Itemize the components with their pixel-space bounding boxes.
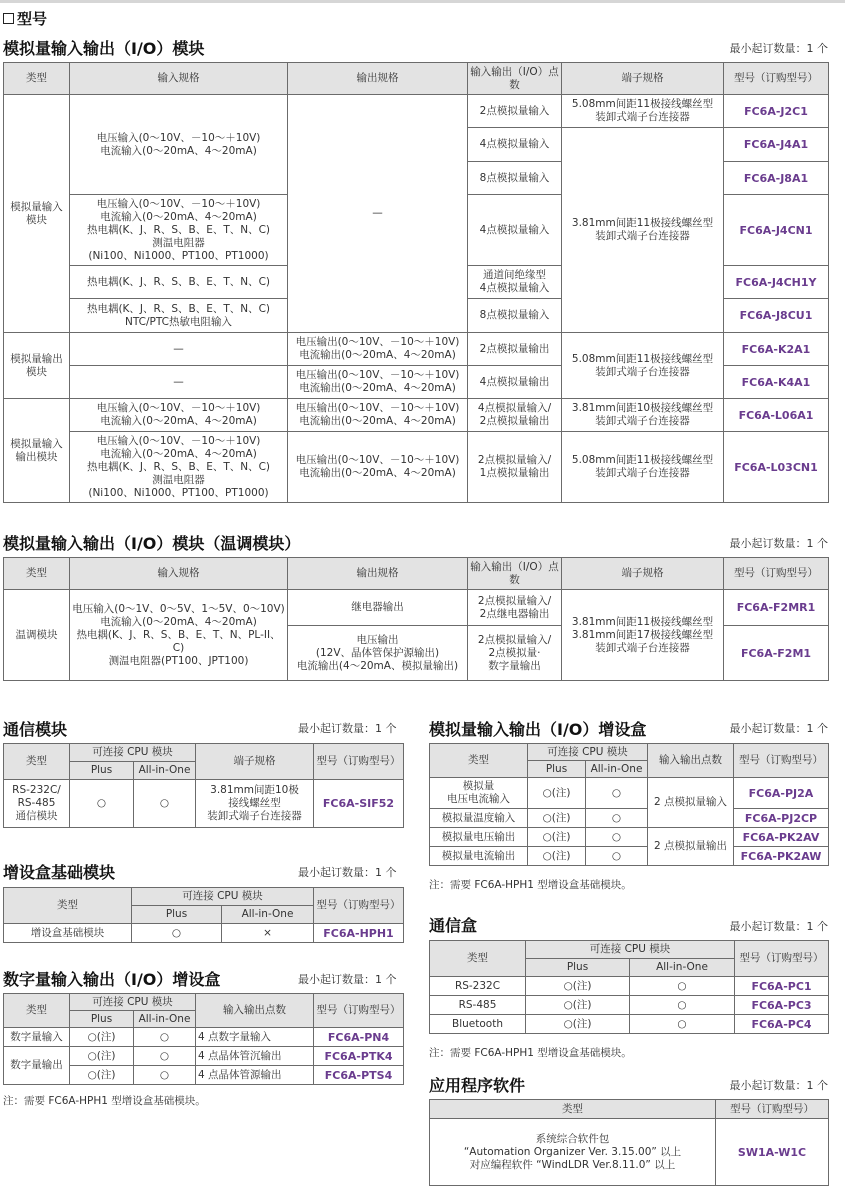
type-cell: RS-485	[430, 996, 526, 1015]
comm-module-table	[3, 743, 404, 828]
min-order-qty: 最小起订数量：1 个	[298, 866, 397, 879]
io-points: 2 点模拟量输出	[648, 828, 734, 866]
section-title-analog-cartridge: 模拟量输入输出（I/O）增设盒	[429, 720, 647, 739]
part-number: FC6A-J4CN1	[724, 195, 829, 266]
part-number: FC6A-L06A1	[724, 399, 829, 432]
col-header: Plus	[528, 761, 586, 778]
compat-all-in-one: ×	[222, 924, 314, 943]
io-points: 4 点晶体管沉输出	[196, 1047, 314, 1066]
output-spec: 电压输出 (12V、晶体管保护源输出) 电流输出(4～20mA、模拟量输出)	[288, 626, 468, 681]
compat-plus: ○(注)	[528, 828, 586, 847]
col-header: 输入输出点数	[196, 994, 314, 1028]
min-order-qty: 最小起订数量：1 个	[729, 537, 828, 550]
col-header: All-in-One	[134, 762, 196, 780]
section-title-comm-module: 通信模块	[3, 720, 68, 739]
compat-plus: ○(注)	[528, 778, 586, 809]
footnote: 注：需要 FC6A-HPH1 型增设盒基础模块。	[429, 1047, 632, 1059]
min-order-qty: 最小起订数量：1 个	[729, 920, 828, 933]
col-header: 类型	[4, 63, 70, 95]
io-points: 4 点晶体管源输出	[196, 1066, 314, 1085]
col-header: 可连接 CPU 模块	[70, 744, 196, 762]
compat-all-in-one: ○	[586, 847, 648, 866]
col-header: 可连接 CPU 模块	[526, 941, 735, 959]
input-spec: —	[70, 366, 288, 399]
col-header: Plus	[132, 906, 222, 924]
part-number: FC6A-J8A1	[724, 162, 829, 195]
io-points: 4点模拟量输入	[468, 128, 562, 162]
io-points: 通道间绝缘型 4点模拟量输入	[468, 266, 562, 299]
col-header: 类型	[4, 558, 70, 590]
type-cell: 数字量输出	[4, 1047, 70, 1085]
part-number: FC6A-PC3	[735, 996, 829, 1015]
io-points: 4点模拟量输入	[468, 195, 562, 266]
col-header: 型号（订购型号）	[724, 63, 829, 95]
compat-plus: ○(注)	[70, 1047, 134, 1066]
checkbox-square-icon	[3, 13, 14, 24]
io-points: 4点模拟量输出	[468, 366, 562, 399]
col-header: 端子规格	[196, 744, 314, 780]
part-number: FC6A-K4A1	[724, 366, 829, 399]
terminal-spec: 5.08mm间距11极接线螺丝型 装卸式端子台连接器	[562, 432, 724, 503]
part-number: FC6A-PC4	[735, 1015, 829, 1034]
part-number: FC6A-J4A1	[724, 128, 829, 162]
col-header: All-in-One	[586, 761, 648, 778]
col-header: 类型	[430, 941, 526, 977]
part-number: FC6A-HPH1	[314, 924, 404, 943]
output-spec: 电压输出(0～10V、－10～＋10V) 电流输出(0～20mA、4～20mA)	[288, 432, 468, 503]
section-title-software: 应用程序软件	[429, 1076, 526, 1095]
type-cell: Bluetooth	[430, 1015, 526, 1034]
type-cell: 模拟量电流输出	[430, 847, 528, 866]
col-header: 类型	[430, 1100, 716, 1119]
io-points: 2点模拟量输入	[468, 95, 562, 128]
part-number: FC6A-J4CH1Y	[724, 266, 829, 299]
input-spec: 热电耦(K、J、R、S、B、E、T、N、C)	[70, 266, 288, 299]
col-header: All-in-One	[630, 959, 735, 977]
section-title-temp-module: 模拟量输入输出（I/O）模块（温调模块）	[3, 534, 301, 553]
compat-plus: ○	[70, 780, 134, 828]
col-header: 输入规格	[70, 558, 288, 590]
part-number: FC6A-PTS4	[314, 1066, 404, 1085]
section-title-expansion-base: 增设盒基础模块	[3, 863, 116, 882]
analog-io-table	[3, 62, 829, 503]
compat-all-in-one: ○	[586, 809, 648, 828]
input-spec: 电压输入(0～10V、－10～＋10V) 电流输入(0～20mA、4～20mA)	[70, 95, 288, 195]
type-cell: 数字量输入	[4, 1028, 70, 1047]
compat-plus: ○(注)	[526, 1015, 630, 1034]
type-cell: 模拟量输入输出模块	[4, 399, 70, 503]
compat-all-in-one: ○	[586, 778, 648, 809]
col-header: 输出规格	[288, 63, 468, 95]
compat-all-in-one: ○	[134, 780, 196, 828]
compat-plus: ○(注)	[526, 977, 630, 996]
col-header: 类型	[4, 888, 132, 924]
col-header: 可连接 CPU 模块	[132, 888, 314, 906]
part-number: FC6A-PK2AV	[734, 828, 829, 847]
col-header: 输入输出（I/O）点数	[468, 63, 562, 95]
col-header: Plus	[526, 959, 630, 977]
analog-cartridge-table	[429, 743, 829, 866]
type-cell: 模拟量输入模块	[4, 95, 70, 333]
type-cell: RS-232C/ RS-485 通信模块	[4, 780, 70, 828]
io-points: 2点模拟量输出	[468, 333, 562, 366]
compat-all-in-one: ○	[134, 1047, 196, 1066]
type-cell: 模拟量 电压电流输入	[430, 778, 528, 809]
software-description: 系统综合软件包 “Automation Organizer Ver. 3.15.00” 以上 对应编程软件 “WindLDR Ver.8.11.0” 以上	[430, 1119, 716, 1186]
terminal-spec: 3.81mm间距11极接线螺丝型 装卸式端子台连接器	[562, 128, 724, 333]
col-header: All-in-One	[222, 906, 314, 924]
col-header: 端子规格	[562, 63, 724, 95]
compat-plus: ○	[132, 924, 222, 943]
output-spec: 继电器输出	[288, 590, 468, 626]
input-spec: 电压输入(0～1V、0～5V、1～5V、0～10V) 电流输入(0～20mA、4～20mA) 热电耦(K、J、R、S、B、E、T、N、PL-II、C) 测温电阻器(PT100、JPT100)	[70, 590, 288, 681]
footnote: 注：需要 FC6A-HPH1 型增设盒基础模块。	[3, 1095, 206, 1107]
col-header: 型号（订购型号）	[735, 941, 829, 977]
type-cell: 模拟量电压输出	[430, 828, 528, 847]
compat-all-in-one: ○	[134, 1028, 196, 1047]
comm-cartridge-table	[429, 940, 829, 1034]
software-table	[429, 1099, 829, 1186]
col-header: 类型	[4, 744, 70, 780]
part-number: FC6A-SIF52	[314, 780, 404, 828]
io-points: 4点模拟量输入/ 2点模拟量输出	[468, 399, 562, 432]
col-header: 型号（订购型号）	[716, 1100, 829, 1119]
type-cell: 模拟量温度输入	[430, 809, 528, 828]
part-number: FC6A-J2C1	[724, 95, 829, 128]
type-cell: 增设盒基础模块	[4, 924, 132, 943]
input-spec: 电压输入(0～10V、－10～＋10V) 电流输入(0～20mA、4～20mA) 热电耦(K、J、R、S、B、E、T、N、C) 测温电阻器 (Ni100、Ni1000、PT100、PT1000)	[70, 195, 288, 266]
input-spec: 热电耦(K、J、R、S、B、E、T、N、C) NTC/PTC热敏电阻输入	[70, 299, 288, 333]
part-number: FC6A-L03CN1	[724, 432, 829, 503]
min-order-qty: 最小起订数量：1 个	[298, 973, 397, 986]
compat-all-in-one: ○	[586, 828, 648, 847]
col-header: 型号（订购型号）	[724, 558, 829, 590]
col-header: 型号（订购型号）	[314, 994, 404, 1028]
page-title	[3, 8, 47, 29]
part-number: FC6A-PJ2A	[734, 778, 829, 809]
col-header: 输入输出（I/O）点数	[468, 558, 562, 590]
page-title-text: 型号	[17, 10, 48, 28]
section-title-digital-cartridge: 数字量输入输出（I/O）增设盒	[3, 970, 221, 989]
col-header: 输入规格	[70, 63, 288, 95]
compat-all-in-one: ○	[630, 996, 735, 1015]
col-header: 输入输出点数	[648, 744, 734, 778]
footnote: 注：需要 FC6A-HPH1 型增设盒基础模块。	[429, 879, 632, 891]
input-spec: 电压输入(0～10V、－10～＋10V) 电流输入(0～20mA、4～20mA)	[70, 399, 288, 432]
col-header: 型号（订购型号）	[734, 744, 829, 778]
terminal-spec: 3.81mm间距11极接线螺丝型 3.81mm间距17极接线螺丝型 装卸式端子台连接器	[562, 590, 724, 681]
compat-plus: ○(注)	[70, 1028, 134, 1047]
io-points: 4 点数字量输入	[196, 1028, 314, 1047]
terminal-spec: 3.81mm间距10极 接线螺丝型 装卸式端子台连接器	[196, 780, 314, 828]
io-points: 8点模拟量输入	[468, 299, 562, 333]
col-header: 端子规格	[562, 558, 724, 590]
input-spec: 电压输入(0～10V、－10～＋10V) 电流输入(0～20mA、4～20mA) 热电耦(K、J、R、S、B、E、T、N、C) 测温电阻器 (Ni100、Ni1000、PT100、PT1000)	[70, 432, 288, 503]
terminal-spec: 5.08mm间距11极接线螺丝型 装卸式端子台连接器	[562, 333, 724, 399]
part-number: FC6A-J8CU1	[724, 299, 829, 333]
input-spec: —	[70, 333, 288, 366]
part-number: FC6A-PC1	[735, 977, 829, 996]
part-number: FC6A-PK2AW	[734, 847, 829, 866]
io-points: 8点模拟量输入	[468, 162, 562, 195]
terminal-spec: 5.08mm间距11极接线螺丝型 装卸式端子台连接器	[562, 95, 724, 128]
min-order-qty: 最小起订数量：1 个	[729, 1079, 828, 1092]
compat-all-in-one: ○	[134, 1066, 196, 1085]
col-header: 输出规格	[288, 558, 468, 590]
io-points: 2点模拟量输入/ 1点模拟量输出	[468, 432, 562, 503]
compat-all-in-one: ○	[630, 977, 735, 996]
part-number: FC6A-PJ2CP	[734, 809, 829, 828]
min-order-qty: 最小起订数量：1 个	[729, 722, 828, 735]
io-points: 2 点模拟量输入	[648, 778, 734, 828]
col-header: 类型	[4, 994, 70, 1028]
col-header: All-in-One	[134, 1011, 196, 1028]
col-header: Plus	[70, 762, 134, 780]
part-number: FC6A-K2A1	[724, 333, 829, 366]
io-points: 2点模拟量输入/ 2点继电器输出	[468, 590, 562, 626]
col-header: 可连接 CPU 模块	[528, 744, 648, 761]
type-cell: RS-232C	[430, 977, 526, 996]
compat-plus: ○(注)	[526, 996, 630, 1015]
part-number: FC6A-PTK4	[314, 1047, 404, 1066]
part-number: FC6A-PN4	[314, 1028, 404, 1047]
io-points: 2点模拟量输入/ 2点模拟量· 数字量输出	[468, 626, 562, 681]
type-cell: 模拟量输出模块	[4, 333, 70, 399]
section-title-analog-io: 模拟量输入输出（I/O）模块	[3, 39, 205, 58]
compat-plus: ○(注)	[528, 847, 586, 866]
digital-cartridge-table	[3, 993, 404, 1085]
output-spec: 电压输出(0～10V、－10～＋10V) 电流输出(0～20mA、4～20mA)	[288, 333, 468, 366]
top-rule	[0, 0, 845, 3]
col-header: 可连接 CPU 模块	[70, 994, 196, 1011]
part-number: SW1A-W1C	[716, 1119, 829, 1186]
output-spec: 电压输出(0～10V、－10～＋10V) 电流输出(0～20mA、4～20mA)	[288, 366, 468, 399]
compat-plus: ○(注)	[528, 809, 586, 828]
part-number: FC6A-F2M1	[724, 626, 829, 681]
col-header: Plus	[70, 1011, 134, 1028]
col-header: 型号（订购型号）	[314, 888, 404, 924]
compat-plus: ○(注)	[70, 1066, 134, 1085]
min-order-qty: 最小起订数量：1 个	[298, 722, 397, 735]
expansion-base-table	[3, 887, 404, 943]
compat-all-in-one: ○	[630, 1015, 735, 1034]
output-spec: 电压输出(0～10V、－10～＋10V) 电流输出(0～20mA、4～20mA)	[288, 399, 468, 432]
col-header: 型号（订购型号）	[314, 744, 404, 780]
type-cell: 温调模块	[4, 590, 70, 681]
terminal-spec: 3.81mm间距10极接线螺丝型 装卸式端子台连接器	[562, 399, 724, 432]
part-number: FC6A-F2MR1	[724, 590, 829, 626]
min-order-qty: 最小起订数量：1 个	[729, 42, 828, 55]
output-spec: —	[288, 95, 468, 333]
section-title-comm-cartridge: 通信盒	[429, 916, 478, 935]
col-header: 类型	[430, 744, 528, 778]
temp-module-table	[3, 557, 829, 681]
